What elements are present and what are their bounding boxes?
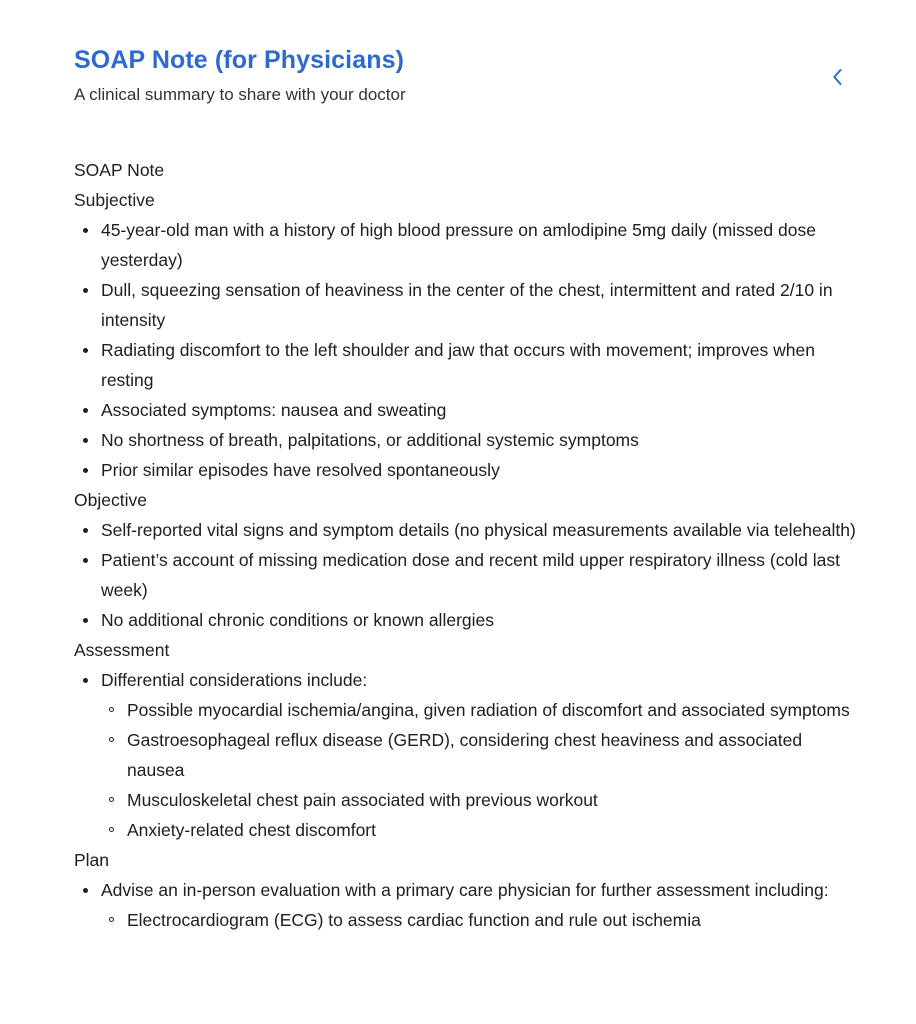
list-item: Musculoskeletal chest pain associated with previous workout — [99, 785, 856, 815]
plan-sublist-wrapper — [74, 905, 856, 935]
list-item: Self-reported vital signs and symptom details (no physical measurements available via telehealth) — [74, 515, 856, 545]
list-item: Differential considerations include: — [74, 665, 856, 695]
section-heading-assessment: Assessment — [74, 640, 170, 660]
list-item: Gastroesophageal reflux disease (GERD), considering chest heaviness and associated nausea — [99, 725, 856, 785]
assessment-sub-bullet-list — [99, 695, 856, 845]
section-heading-subjective: Subjective — [74, 190, 155, 210]
assessment-bullet-list — [74, 665, 856, 695]
list-item: No additional chronic conditions or known allergies — [74, 605, 856, 635]
assessment-sublist-wrapper — [74, 695, 856, 845]
list-item: No shortness of breath, palpitations, or additional systemic symptoms — [74, 425, 856, 455]
document-heading: SOAP Note — [74, 160, 165, 180]
list-item: Anxiety-related chest discomfort — [99, 815, 856, 845]
soap-note-content — [0, 155, 916, 935]
collapse-panel-button[interactable] — [822, 62, 852, 92]
plan-bullet-list — [74, 875, 856, 905]
list-item: Prior similar episodes have resolved spontaneously — [74, 455, 856, 485]
chevron-left-icon — [831, 67, 844, 87]
page-subtitle: A clinical summary to share with your doctor — [74, 85, 406, 104]
panel-header — [0, 0, 916, 107]
objective-bullet-list — [74, 515, 856, 635]
page-title: SOAP Note (for Physicians) — [74, 46, 404, 74]
section-heading-objective: Objective — [74, 490, 147, 510]
list-item: 45-year-old man with a history of high blood pressure on amlodipine 5mg daily (missed dose yesterday) — [74, 215, 856, 275]
list-item: Electrocardiogram (ECG) to assess cardiac function and rule out ischemia — [99, 905, 856, 935]
plan-sub-bullet-list — [99, 905, 856, 935]
subjective-bullet-list — [74, 215, 856, 485]
list-item: Dull, squeezing sensation of heaviness in the center of the chest, intermittent and rated 2/10 in intensity — [74, 275, 856, 335]
list-item: Possible myocardial ischemia/angina, given radiation of discomfort and associated symptoms — [99, 695, 856, 725]
list-item: Associated symptoms: nausea and sweating — [74, 395, 856, 425]
list-item: Advise an in-person evaluation with a primary care physician for further assessment including: — [74, 875, 856, 905]
section-heading-plan: Plan — [74, 850, 110, 870]
list-item: Radiating discomfort to the left shoulder and jaw that occurs with movement; improves when resting — [74, 335, 856, 395]
list-item: Patient’s account of missing medication dose and recent mild upper respiratory illness (cold last week) — [74, 545, 856, 605]
